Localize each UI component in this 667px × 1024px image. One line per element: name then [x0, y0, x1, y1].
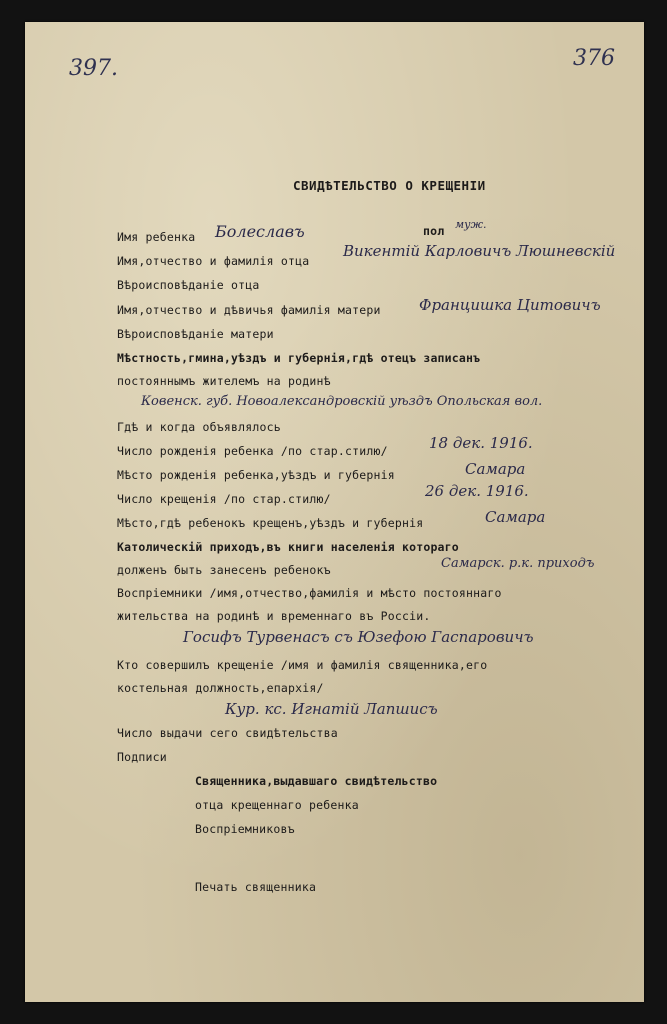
- signature-priest-label: Священника,выдавшаго свидѣтельство: [195, 774, 438, 788]
- sex-label: пол: [423, 224, 445, 238]
- birth-place-value: Самара: [465, 460, 526, 478]
- document-page: [25, 22, 644, 1002]
- birth-place-label: Мѣсто рожденія ребенка,уѣздъ и губернія: [117, 468, 395, 482]
- birth-date-label: Число рожденія ребенка /по стар.стилю/: [117, 444, 388, 458]
- locality-value: Ковенск. губ. Новоалександровскій уѣздъ Опольская вол.: [141, 394, 543, 409]
- child-name-label: Имя ребенка: [117, 230, 196, 244]
- godparents-label-1: Воспріемники /имя,отчество,фамилія и мѣсто постояннаго: [117, 586, 502, 600]
- priest-label-1: Кто совершилъ крещеніе /имя и фамилія священника,его: [117, 658, 488, 672]
- birth-date-value: 18 дек. 1916.: [429, 434, 533, 452]
- priest-value: Кур. кс. Игнатій Лапшисъ: [225, 700, 438, 718]
- parish-label-2: долженъ быть занесенъ ребенокъ: [117, 563, 331, 577]
- document-title: СВИДѢТЕЛЬСТВО О КРЕЩЕНІИ: [293, 178, 486, 193]
- godparents-value: Госифъ Турвенасъ съ Юзефою Гаспаровичъ: [183, 628, 534, 646]
- parish-label-1: Католическій приходъ,въ книги населенія котораго: [117, 540, 459, 554]
- godparents-label-2: жительства на родинѣ и временнаго въ Россіи.: [117, 609, 431, 623]
- page-number-left: 397.: [69, 56, 118, 81]
- signatures-label: Подписи: [117, 750, 167, 764]
- father-religion-label: Вѣроисповѣданіе отца: [117, 278, 260, 292]
- signature-godparents-label: Воспріемниковъ: [195, 822, 295, 836]
- mother-value: Францишка Цитовичъ: [419, 296, 601, 314]
- signature-father-label: отца крещеннаго ребенка: [195, 798, 359, 812]
- page-number-right: 376: [573, 46, 615, 71]
- father-label: Имя,отчество и фамилія отца: [117, 254, 310, 268]
- priest-label-2: костельная должность,епархія/: [117, 681, 324, 695]
- mother-label: Имя,отчество и дѣвичья фамилія матери: [117, 303, 381, 317]
- baptism-date-value: 26 дек. 1916.: [425, 482, 529, 500]
- sex-value: муж.: [455, 218, 487, 231]
- mother-religion-label: Вѣроисповѣданіе матери: [117, 327, 274, 341]
- banns-label: Гдѣ и когда объявлялось: [117, 420, 281, 434]
- issue-date-label: Число выдачи сего свидѣтельства: [117, 726, 338, 740]
- locality-label-1: Мѣстность,гмина,уѣздъ и губернія,гдѣ отецъ записанъ: [117, 351, 481, 365]
- baptism-place-label: Мѣсто,гдѣ ребенокъ крещенъ,уѣздъ и губернія: [117, 516, 424, 530]
- seal-label: Печать священника: [195, 880, 317, 894]
- baptism-place-value: Самара: [485, 508, 546, 526]
- baptism-date-label: Число крещенія /по стар.стилю/: [117, 492, 331, 506]
- child-name-value: Болеславъ: [215, 222, 305, 241]
- father-value: Викентій Карловичъ Люшневскій: [343, 242, 616, 260]
- locality-label-2: постояннымъ жителемъ на родинѣ: [117, 374, 331, 388]
- parish-value: Самарск. р.к. приходъ: [441, 556, 595, 571]
